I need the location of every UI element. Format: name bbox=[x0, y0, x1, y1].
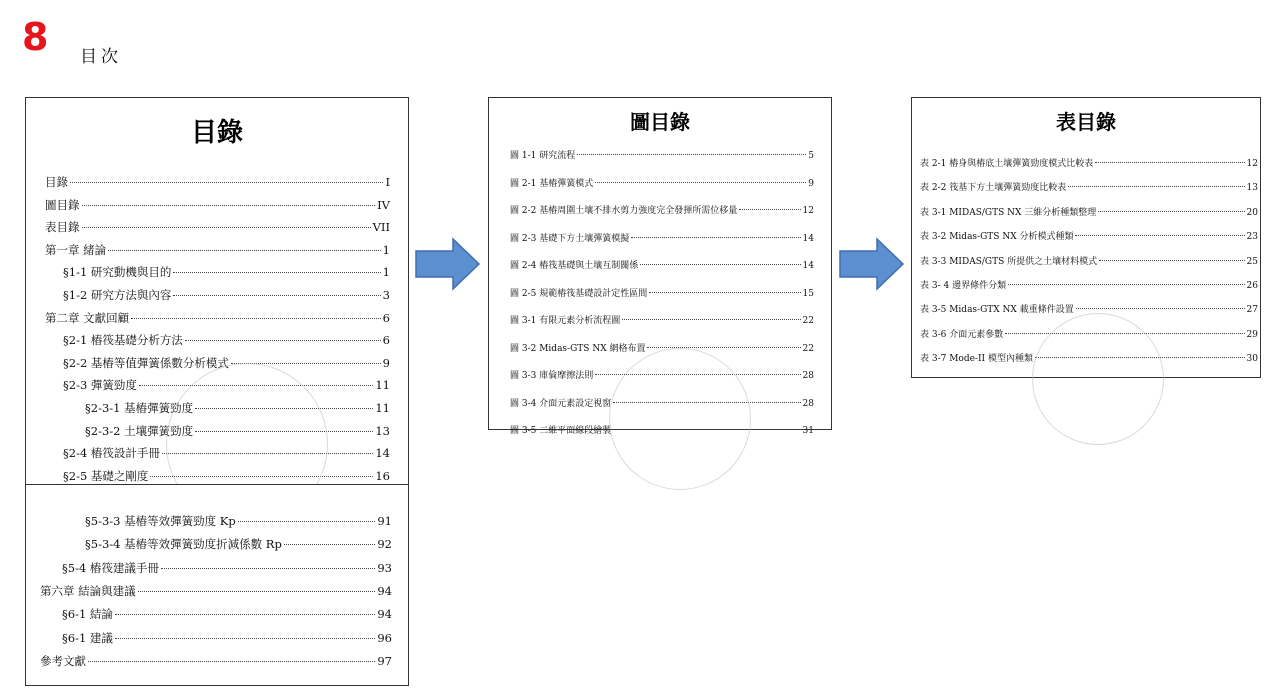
arrow-right-icon bbox=[415, 238, 481, 290]
toc-entry-title: 第二章 文獻回顧 bbox=[45, 310, 130, 325]
toc-entry-title: §1-1 研究動機與目的 bbox=[63, 265, 172, 280]
toc-entry bbox=[40, 653, 392, 669]
toc-entry-page: 28 bbox=[802, 398, 814, 409]
toc-entry-title: §2-3 彈簧勁度 bbox=[63, 378, 137, 393]
toc-entry-title: 表 2-2 筏基下方土壤彈簧勁度比較表 bbox=[920, 183, 1067, 194]
toc-entry-page: 1 bbox=[382, 242, 390, 257]
slide-number: 8 bbox=[22, 15, 49, 59]
toc-entry-title: §2-3-2 土壤彈簧勁度 bbox=[85, 423, 194, 438]
dot-leader bbox=[138, 591, 376, 592]
toc-entry bbox=[510, 203, 814, 216]
toc-entry-page: 27 bbox=[1246, 305, 1258, 316]
toc-entry-page: 20 bbox=[1246, 207, 1258, 218]
dot-leader bbox=[649, 292, 800, 293]
toc-entry-title: §2-5 基礎之剛度 bbox=[63, 468, 149, 483]
toc-entry-page: 13 bbox=[375, 423, 390, 438]
toc-entry bbox=[920, 254, 1258, 267]
toc-entry-title: §5-3-3 基樁等效彈簧勁度 Kp bbox=[85, 514, 236, 528]
toc-entry bbox=[510, 286, 814, 299]
toc-entry-page: 14 bbox=[375, 446, 390, 461]
toc-entry-title: 圖 3-5 二維平面線段繪製 bbox=[510, 426, 612, 436]
toc-entry-page: 96 bbox=[377, 630, 392, 645]
toc-entry-page: 13 bbox=[1246, 183, 1258, 194]
toc-entry-title: 圖 2-5 規範樁筏基礎設計定性區間 bbox=[510, 288, 648, 299]
dot-leader bbox=[173, 295, 380, 296]
toc-entry-page: 6 bbox=[382, 310, 390, 325]
toc-entry-page: 31 bbox=[802, 426, 814, 436]
dot-leader bbox=[115, 638, 375, 639]
toc-entry-title: 圖 3-1 有限元素分析流程圖 bbox=[510, 316, 621, 326]
toc-entry-page: 94 bbox=[377, 607, 392, 622]
watermark-seal bbox=[1032, 313, 1164, 445]
toc-entry-title: 圖 1-1 研究流程 bbox=[510, 151, 576, 161]
dot-leader bbox=[1008, 284, 1244, 285]
toc-entry-page: IV bbox=[377, 197, 390, 212]
toc-entry-page: 15 bbox=[802, 288, 814, 299]
dot-leader bbox=[631, 237, 800, 238]
toc-entry bbox=[85, 513, 392, 529]
toc-entry-page: 11 bbox=[375, 401, 390, 415]
toc-entry-page: 14 bbox=[802, 233, 814, 244]
toc-entry bbox=[920, 156, 1258, 169]
dot-leader bbox=[1068, 186, 1244, 187]
toc-entry-page: 6 bbox=[382, 333, 390, 348]
toc-entry-title: 第一章 緒論 bbox=[45, 242, 107, 257]
toc-entry bbox=[85, 536, 392, 552]
toc-entry-page: 92 bbox=[377, 537, 392, 552]
toc-entry-title: 目錄 bbox=[45, 175, 68, 189]
slide-title: 目次 bbox=[80, 47, 122, 67]
toc-entry-page: 14 bbox=[802, 261, 814, 271]
toc-entry bbox=[510, 258, 814, 271]
toc-entry bbox=[510, 313, 814, 326]
toc-entry-title: 第六章 結論與建議 bbox=[40, 583, 136, 598]
toc-entry-title: §2-3-1 基樁彈簧勁度 bbox=[85, 401, 194, 415]
toc-entry bbox=[920, 205, 1258, 218]
dot-leader bbox=[238, 521, 376, 522]
toc-entry-title: 圖 2-1 基樁彈簧模式 bbox=[510, 178, 594, 189]
dot-leader bbox=[88, 661, 375, 662]
toc-entry-page: 9 bbox=[382, 355, 390, 370]
toc-entry-title: 圖 3-3 庫倫摩擦法則 bbox=[510, 371, 594, 381]
toc-entry-title: §2-4 樁筏設計手冊 bbox=[63, 446, 160, 461]
toc-entry-page: 9 bbox=[808, 178, 814, 189]
toc-entry-title: 表 3-6 介面元素參數 bbox=[920, 329, 1004, 340]
toc-entry bbox=[45, 174, 390, 190]
toc-entry-title: 表 3-7 Mode-II 模型內種類 bbox=[920, 354, 1033, 365]
toc-entry bbox=[510, 231, 814, 244]
toc-entry bbox=[62, 560, 392, 576]
toc-entry-page: 3 bbox=[382, 288, 390, 302]
dot-leader bbox=[70, 182, 383, 183]
toc-entry bbox=[62, 606, 392, 622]
toc-figures-page bbox=[488, 97, 832, 436]
watermark-seal bbox=[609, 348, 751, 490]
toc-entry-page: 94 bbox=[377, 583, 392, 598]
toc-entry-page: 12 bbox=[802, 206, 814, 216]
toc-main-page bbox=[25, 97, 409, 486]
toc-entry-title: 表 3-2 Midas-GTS NX 分析模式種類 bbox=[920, 232, 1074, 243]
toc-main-heading: 目錄 bbox=[190, 118, 243, 148]
toc-entry-page: 97 bbox=[377, 653, 392, 668]
toc-entry-title: 表 3-5 Midas-GTX NX 載重條件設置 bbox=[920, 305, 1074, 316]
toc-entry-title: 表 2-1 樁身與樁底土壤彈簧勁度模式比較表 bbox=[920, 159, 1094, 169]
toc-entry bbox=[63, 287, 390, 303]
dot-leader bbox=[647, 347, 800, 348]
toc-entry-page: 23 bbox=[1246, 232, 1258, 243]
dot-leader bbox=[739, 209, 800, 210]
dot-leader bbox=[284, 544, 376, 545]
toc-entry-title: 表目錄 bbox=[45, 220, 80, 235]
toc-tables-heading: 表目錄 bbox=[1056, 110, 1116, 134]
toc-entry-title: 圖 3-4 介面元素設定視窗 bbox=[510, 398, 612, 409]
dot-leader bbox=[1099, 260, 1244, 261]
toc-entry bbox=[920, 229, 1258, 242]
toc-entry bbox=[45, 219, 390, 235]
dot-leader bbox=[595, 182, 806, 183]
toc-entry-title: 表 3-3 MIDAS/GTS 所提供之土壤材料模式 bbox=[920, 256, 1098, 267]
toc-entry-page: VII bbox=[372, 220, 390, 235]
dot-leader bbox=[1075, 235, 1244, 236]
toc-entry-title: 圖 2-3 基礎下方土壤彈簧模擬 bbox=[510, 233, 630, 244]
toc-entry-page: 28 bbox=[802, 371, 814, 381]
toc-entry-page: 16 bbox=[375, 468, 390, 483]
toc-entry-page: 5 bbox=[808, 151, 814, 161]
toc-entry bbox=[62, 630, 392, 646]
toc-entry-page: 30 bbox=[1246, 354, 1258, 365]
toc-entry-page: 25 bbox=[1246, 256, 1258, 267]
toc-tables-page bbox=[911, 97, 1261, 378]
toc-entry-title: 參考文獻 bbox=[40, 653, 86, 668]
dot-leader bbox=[1098, 211, 1244, 212]
toc-entry-title: 圖目錄 bbox=[45, 197, 80, 212]
dot-leader bbox=[131, 318, 381, 319]
dot-leader bbox=[1076, 308, 1245, 309]
dot-leader bbox=[161, 568, 375, 569]
toc-entry bbox=[45, 242, 390, 258]
toc-entry-page: 93 bbox=[377, 560, 392, 575]
toc-entry bbox=[63, 332, 390, 348]
dot-leader bbox=[173, 272, 380, 273]
toc-entry-title: 表 3-1 MIDAS/GTS NX 三維分析種類整理 bbox=[920, 207, 1097, 218]
toc-entry bbox=[45, 197, 390, 213]
toc-entry bbox=[45, 310, 390, 326]
dot-leader bbox=[185, 340, 381, 341]
toc-entry bbox=[63, 264, 390, 280]
toc-entry-page: 91 bbox=[377, 514, 392, 528]
dot-leader bbox=[640, 264, 800, 265]
toc-entry-page: I bbox=[385, 175, 390, 189]
toc-entry-title: 圖 3-2 Midas-GTS NX 網格布置 bbox=[510, 343, 646, 354]
toc-entry-page: 29 bbox=[1246, 329, 1258, 340]
toc-figures-heading: 圖目錄 bbox=[630, 110, 690, 134]
toc-entry-page: 12 bbox=[1246, 159, 1258, 169]
toc-entry-title: §1-2 研究方法與內容 bbox=[63, 288, 172, 302]
toc-entry-title: 圖 2-4 樁筏基礎與土壤互制關係 bbox=[510, 261, 639, 271]
arrow-right-icon bbox=[839, 238, 905, 290]
toc-entry-page: 11 bbox=[375, 378, 390, 393]
dot-leader bbox=[622, 319, 800, 320]
dot-leader bbox=[115, 614, 375, 615]
toc-entry-page: 22 bbox=[802, 316, 814, 326]
dot-leader bbox=[82, 205, 376, 206]
toc-entry bbox=[920, 278, 1258, 291]
toc-entry-page: 22 bbox=[802, 343, 814, 354]
dot-leader bbox=[1095, 162, 1244, 163]
dot-leader bbox=[108, 250, 381, 251]
toc-entry-title: §2-2 基樁等值彈簧係數分析模式 bbox=[63, 355, 229, 370]
toc-entry-page: 1 bbox=[382, 265, 390, 280]
toc-entry-title: §6-1 建議 bbox=[62, 630, 113, 645]
toc-entry-title: §5-4 樁筏建議手冊 bbox=[62, 560, 159, 575]
toc-entry bbox=[510, 148, 814, 161]
toc-entry bbox=[40, 583, 392, 599]
toc-entry bbox=[510, 176, 814, 189]
toc-entry-title: §2-1 樁筏基礎分析方法 bbox=[63, 333, 183, 348]
toc-entry-page: 26 bbox=[1246, 281, 1258, 291]
dot-leader bbox=[82, 227, 371, 228]
toc-main-continuation-page bbox=[25, 484, 409, 686]
dot-leader bbox=[577, 154, 806, 155]
toc-entry-title: 表 3- 4 邊界條件分類 bbox=[920, 281, 1007, 291]
toc-entry bbox=[920, 180, 1258, 193]
toc-entry-title: 圖 2-2 基樁周圍土壤不排水剪力強度完全發揮所需位移量 bbox=[510, 206, 738, 216]
toc-entry-title: §5-3-4 基樁等效彈簧勁度折減係數 Rp bbox=[85, 537, 282, 552]
toc-entry-title: §6-1 結論 bbox=[62, 607, 113, 622]
